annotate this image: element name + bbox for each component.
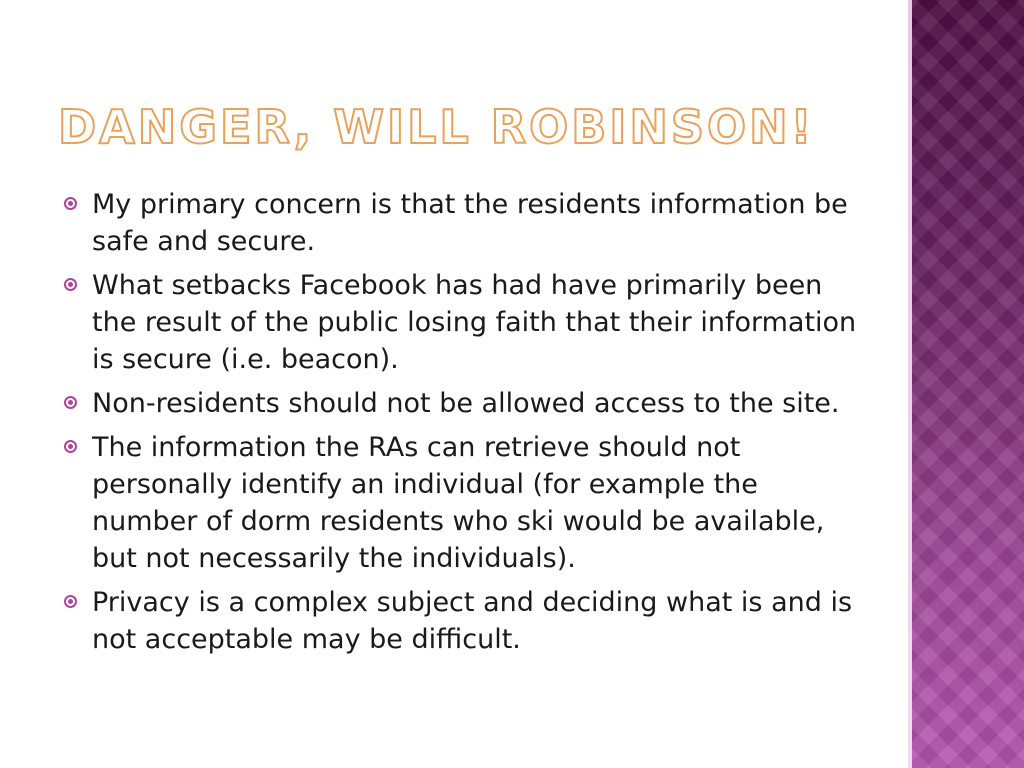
bullet-item: [64, 385, 864, 422]
bullet-text: What setbacks Facebook has had have primarily been the result of the public losing faith that their information is secure (i.e. beacon).: [92, 270, 857, 375]
decorative-side-panel: [912, 0, 1024, 768]
bullet-circle-icon: [64, 440, 77, 453]
bullet-circle-icon: [64, 396, 77, 409]
bullet-list: [64, 186, 864, 665]
bullet-item: [64, 429, 864, 577]
bullet-text: Privacy is a complex subject and deciding what is and is not acceptable may be difficult.: [92, 587, 853, 655]
bullet-item: [64, 584, 864, 658]
slide-title: DANGER, WILL ROBINSON!: [58, 100, 815, 154]
bullet-circle-icon: [64, 278, 77, 291]
bullet-text: My primary concern is that the residents information be safe and secure.: [92, 189, 848, 257]
bullet-item: [64, 186, 864, 260]
bullet-text: Non-residents should not be allowed access to the site.: [92, 388, 840, 419]
bullet-text: The information the RAs can retrieve should not personally identify an individual (for example the number of dorm residents who ski would be available, but not necessarily the individuals).: [92, 432, 825, 574]
bullet-circle-icon: [64, 197, 77, 210]
bullet-circle-icon: [64, 595, 77, 608]
bullet-item: [64, 267, 864, 378]
